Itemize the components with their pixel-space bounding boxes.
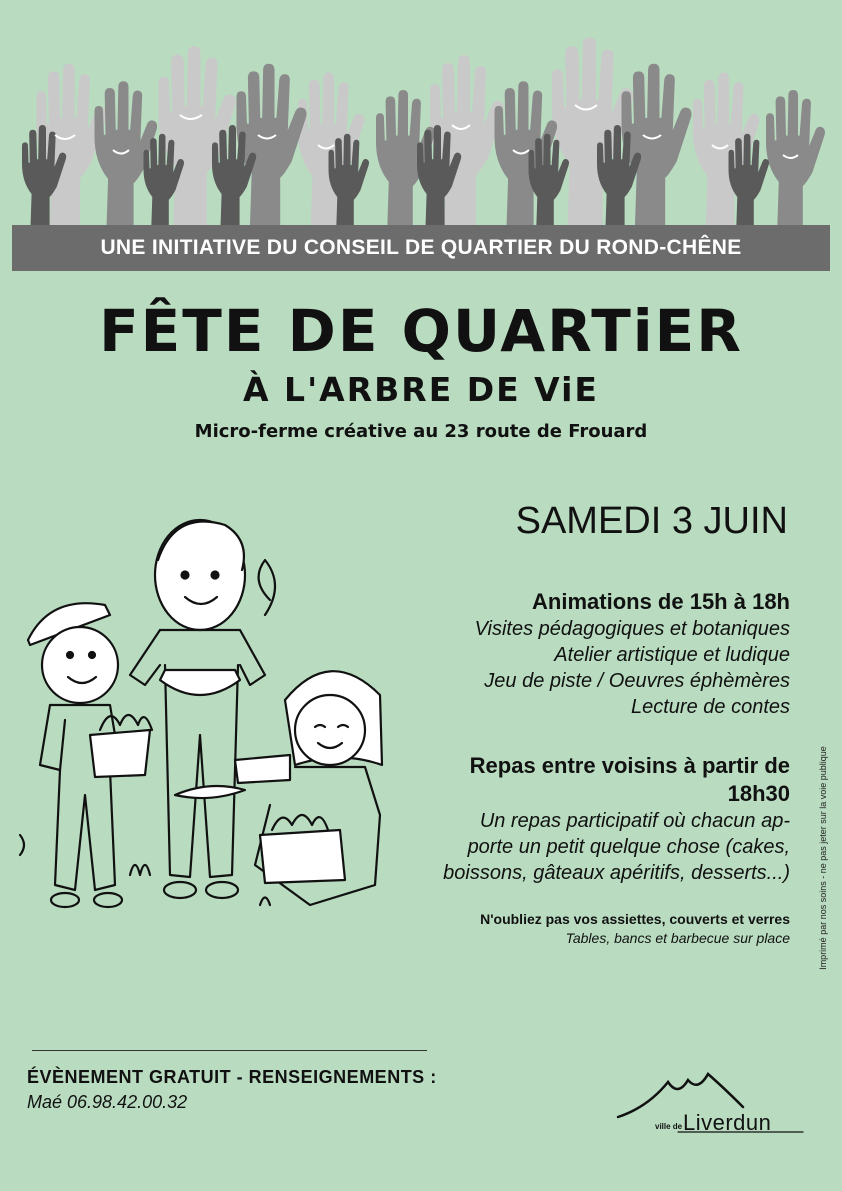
event-subtitle: À L'ARBRE DE ViE — [243, 370, 599, 409]
repas-heading: Repas entre voisins à partir de — [469, 753, 790, 778]
repas-line: porte un petit quelque chose (cakes, — [467, 836, 790, 858]
onsite-text: Tables, bancs et barbecue sur place — [565, 930, 790, 946]
event-address: Micro-ferme créative au 23 route de Frouard — [194, 421, 648, 442]
repas-section — [350, 752, 790, 886]
left-child-figure — [28, 603, 152, 907]
footer-contact: Maé 06.98.42.00.32 — [27, 1092, 188, 1112]
print-note: Imprimé par nos soins - ne pas jeter sur la voie publique — [818, 746, 828, 970]
footer-divider — [32, 1050, 427, 1051]
gardeners-illustration — [10, 505, 395, 945]
middle-adult-figure — [130, 520, 275, 898]
banner-text: UNE INITIATIVE DU CONSEIL DE QUARTIER DU ROND-CHÊNE — [100, 236, 742, 259]
event-title: FÊTE DE QUARTiER — [99, 297, 743, 365]
animation-item: Lecture de contes — [631, 696, 790, 718]
repas-time: 18h30 — [727, 781, 790, 806]
right-woman-figure — [175, 671, 382, 905]
animation-item: Jeu de piste / Oeuvres éphèmères — [484, 670, 790, 692]
reminder-text: N'oubliez pas vos assiettes, couverts et verres — [480, 911, 790, 927]
repas-line: Un repas participatif où chacun ap- — [479, 810, 790, 832]
repas-line: boissons, gâteaux apéritifs, desserts...) — [443, 862, 790, 884]
animation-item: Visites pédagogiques et botaniques — [474, 618, 790, 640]
animations-section — [350, 588, 790, 720]
logo-prefix: ville de — [655, 1122, 683, 1131]
raised-hands-illustration — [0, 0, 842, 230]
animations-heading: Animations de 15h à 18h — [532, 589, 790, 614]
initiative-banner — [12, 225, 830, 271]
logo-name: Liverdun — [683, 1110, 772, 1135]
animation-item: Atelier artistique et ludique — [554, 644, 790, 666]
footer-title: ÉVÈNEMENT GRATUIT - RENSEIGNEMENTS : — [27, 1067, 437, 1087]
event-date: SAMEDI 3 JUIN — [515, 500, 788, 542]
practical-info — [350, 910, 790, 948]
